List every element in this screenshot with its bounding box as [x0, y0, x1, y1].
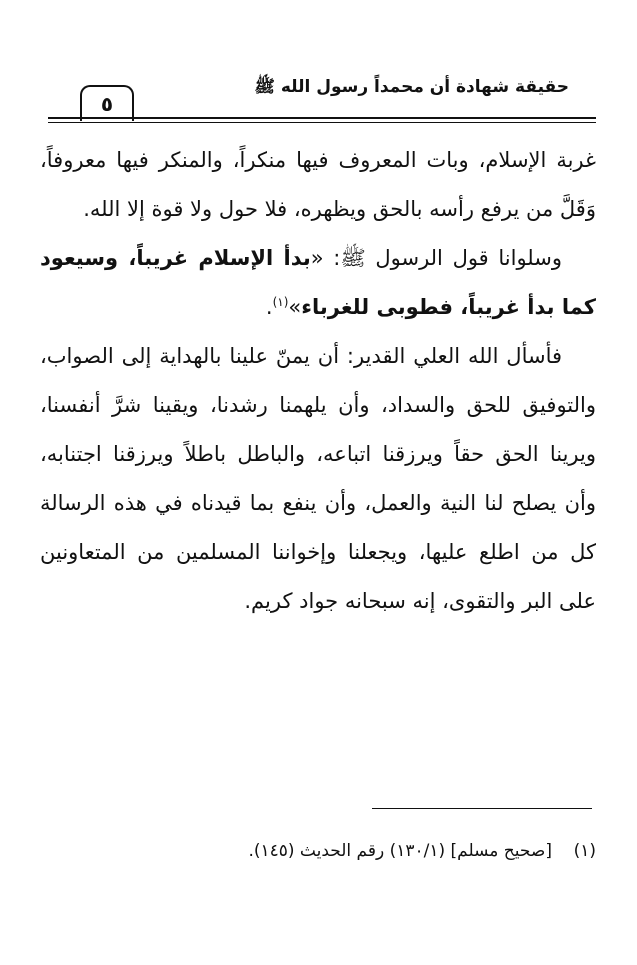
running-title: حقيقة شهادة أن محمداً رسول الله ﷺ — [254, 77, 569, 97]
header-rule — [48, 117, 596, 119]
footnote-rule — [372, 808, 592, 809]
header-rule-thin — [48, 122, 596, 123]
footnote-ref: (١) — [272, 295, 289, 309]
paragraph-2 — [40, 234, 596, 332]
footnote-marker: (١) — [573, 841, 596, 861]
hadith-quote: بدأ الإسلام غريباً، وسيعود كما بدأ غريباً، فطوبى للغرباء — [40, 246, 596, 319]
hadith-intro: وسلوانا قول الرسول ﷺ: « — [310, 246, 562, 270]
page-number: ٥ — [80, 85, 134, 121]
footnote-1 — [40, 836, 596, 866]
hadith-close: » — [288, 295, 302, 319]
paragraph-1: غربة الإسلام، وبات المعروف فيها منكراً، والمنكر فيها معروفاً، وَقَلَّ من يرفع رأسه بالحق ويظهره، فلا حول ولا قوة إلا الله. — [40, 148, 596, 221]
main-text — [40, 136, 596, 626]
hadith-end: . — [265, 295, 273, 319]
footnote-text: [صحيح مسلم] (١٣٠/١) رقم الحديث (١٤٥). — [248, 841, 552, 861]
paragraph-3: فأسأل الله العلي القدير: أن يمنّ علينا بالهداية إلى الصواب، والتوفيق للحق والسداد، وأن يلهمنا رشدنا، ويقينا شرَّ أنفسنا، ويرينا الحق حقاً ويرزقنا اتباعه، والباطل باطلاً ويرزقنا اجتنابه، وأن يصلح لنا النية والعمل، وأن ينفع بما قيدناه في هذه الرسالة كل من اطلع عليها، ويجعلنا وإخواننا المسلمين من المتعاونين على البر والتقوى، إنه سبحانه جواد كريم. — [40, 344, 596, 613]
